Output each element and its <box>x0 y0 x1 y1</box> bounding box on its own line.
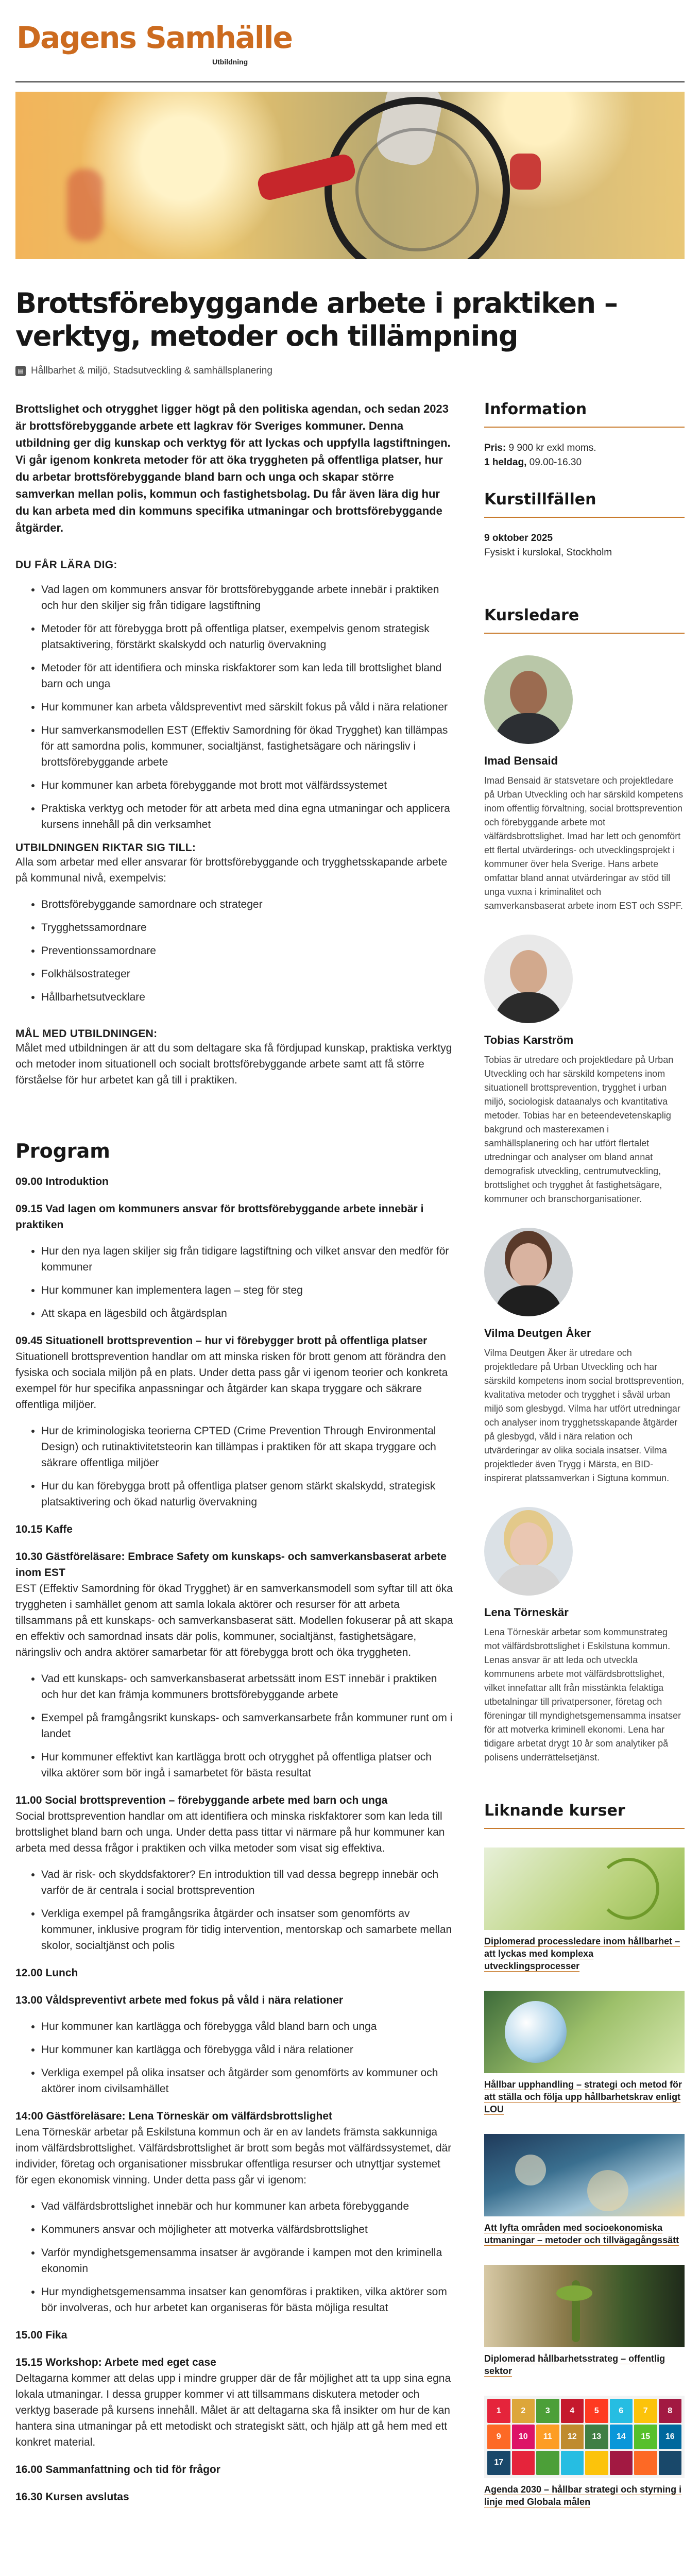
price-value: 9 900 kr exkl moms. <box>508 443 596 453</box>
related-course-card[interactable] <box>484 2265 685 2377</box>
program-list-1100 <box>15 1867 456 1954</box>
list-item: • Exempel på framgångsrikt kunskaps- och samverkansarbete från kommuner runt om i landet <box>41 1710 456 1742</box>
sdg-goals-thumbnail[interactable]: 1 2 3 4 5 6 7 8 9 10 11 12 13 14 15 16 17 <box>484 2396 685 2478</box>
list-item: • Vad är risk- och skyddsfaktorer? En introduktion till vad dessa begrepp innebär och varför de är centrala i social brottsprevention <box>41 1867 456 1899</box>
program-heading: Program <box>15 1140 110 1162</box>
course-thumbnail[interactable] <box>484 1991 685 2073</box>
avatar <box>484 935 573 1023</box>
list-item: • Hur kommuner kan kartlägga och förebygga våld bland barn och unga <box>41 2019 456 2035</box>
dates-heading: Kurstillfällen <box>484 490 685 518</box>
course-link[interactable]: Hållbar upphandling – strategi och metod för att ställa och följa upp hållbarhetskrav enligt LOU <box>484 2079 682 2114</box>
speaker-name: Imad Bensaid <box>484 754 558 767</box>
list-item: • Hur kommuner kan kartlägga och förebygga våld i nära relationer <box>41 2042 456 2058</box>
speaker-card <box>484 655 685 913</box>
speaker-bio: Vilma Deutgen Åker är utredare och projektledare på Urban Utveckling och har särskild kompetens inom social brottsprevention, kvalitativa metoder och trygghet i såväl urban miljö som glesbygd. Vilma har utfört utredningar och analyser inom trygghetsskapande åtgärder på glesbygd, våld i nära relation och utvärderingar av olika sociala insatser. Vilma projektleder även Trygg i Märsta, en BID-inspirerat platssamverkan i Sigtuna kommun. <box>484 1348 685 1483</box>
list-item: • Hur kommuner kan arbeta förebyggande mot brott mot välfärdssystemet <box>41 777 456 793</box>
category-tags-text[interactable]: Hållbarhet & miljö, Stadsutveckling & samhällsplanering <box>31 365 272 376</box>
list-item: • Hållbarhetsutvecklare <box>41 989 456 1005</box>
sidebar <box>484 400 685 2508</box>
program-text-0945: Situationell brottsprevention handlar om att minska risken för brott genom att förändra den fysiska och sociala miljön på en plats. Under detta pass går vi igenom teorier och konkreta exempel för hur specifika anpassningar och åtgärder kan skapa tryggare och säkrare offentliga miljöer. <box>15 1351 448 1411</box>
course-link[interactable]: Agenda 2030 – hållbar strategi och styrning i linje med Globala målen <box>484 2484 682 2507</box>
list-item: • Hur du kan förebygga brott på offentliga platser genom stärkt skalskydd, strategisk platsaktivering och ökad naturlig övervakning <box>41 1478 456 1510</box>
goal-text: Målet med utbildningen är att du som deltagare ska få fördjupad kunskap, praktiska verktyg och metoder inom situationell och socialt brottsförebyggande arbete samt att få större förståelse för hur arbetet kan gå till i praktiken. <box>15 1042 452 1086</box>
speaker-bio: Tobias är utredare och projektledare på Urban Utveckling och har särskild kompetens inom situationell brottsprevention, trygghet i urban miljö, sociologisk dataanalys och kvantitativa metoder. Tobias har en beteendevetenskaplig bakgrund och masterexamen i samhällsplanering och har utfört flertalet utredningar och analyser om bland annat demografisk utveckling, centrumutveckling, brottslighet och trygghet åt fastighetsägare, kommuner och branschorganisationer. <box>484 1055 674 1204</box>
list-item: • Hur myndighetsgemensamma insatser kan genomföras i praktiken, vilka aktörer som bör involveras, och hur arbetet kan organiseras för bästa möjliga resultat <box>41 2284 456 2316</box>
site-header <box>15 0 685 82</box>
program-item-1515: 15.15 Workshop: Arbete med eget case <box>15 2357 216 2368</box>
related-course-card[interactable] <box>484 2396 685 2508</box>
list-item: • Vad välfärdsbrottslighet innebär och hur kommuner kan arbeta förebyggande <box>41 2198 456 2214</box>
course-date: 9 oktober 2025 <box>484 533 553 544</box>
avatar <box>484 1228 573 1316</box>
related-courses-heading: Liknande kurser <box>484 1802 685 1829</box>
course-link[interactable]: Diplomerad hållbarhetsstrateg – offentlig sektor <box>484 2353 665 2376</box>
program-list-0945 <box>15 1423 456 1510</box>
list-item: • Hur de kriminologiska teorierna CPTED (Crime Prevention Through Environmental Design) och rutinaktivitetsteorin kan tillämpas i praktiken för att skapa tryggare och säkrare offentliga miljöer <box>41 1423 456 1471</box>
list-item: • Hur den nya lagen skiljer sig från tidigare lagstiftning och vilket ansvar den medför för kommuner <box>41 1243 456 1275</box>
related-course-card[interactable] <box>484 1848 685 1972</box>
learn-list <box>15 582 456 833</box>
duration-value: 09.00-16.30 <box>529 457 582 468</box>
course-thumbnail[interactable] <box>484 2134 685 2216</box>
speaker-card <box>484 1507 685 1765</box>
speakers-heading: Kursledare <box>484 606 685 634</box>
speaker-bio: Imad Bensaid är statsvetare och projektledare på Urban Utveckling och har särskild kompetens inom offentlig förvaltning, social brottsprevention och förebyggande arbete mot välfärdsbrottslighet. Imad har lett och genomfört ett flertal utvärderings- och utvecklingsprojekt i kommuner över hela Sverige. Hans arbete omfattar bland annat utvärderingar av stöd till unga vuxna i kriminalitet och samverkansbaserat arbete inom EST och SSPF. <box>484 775 684 911</box>
target-intro: Alla som arbetar med eller ansvarar för brottsförebyggande och trygghetsskapande arbete på kommunal nivå, exempelvis: <box>15 856 448 884</box>
site-logo[interactable]: Dagens Samhälle <box>16 20 293 55</box>
program-list-1400 <box>15 2198 456 2316</box>
list-item: • Metoder för att identifiera och minska riskfaktorer som kan leda till brottslighet bland barn och unga <box>41 660 456 692</box>
target-list <box>15 896 456 1005</box>
list-item: • Folkhälsostrateger <box>41 966 456 982</box>
price-label: Pris: <box>484 443 506 453</box>
list-item: • Verkliga exempel på framgångsrika åtgärder och insatser som genomförts av kommuner, inklusive program för tidig intervention, mentorskap och samarbete mellan skolor, socialtjänst och polis <box>41 1906 456 1954</box>
list-item: • Hur kommuner kan implementera lagen – steg för steg <box>41 1282 456 1298</box>
list-item: • Att skapa en lägesbild och åtgärdsplan <box>41 1306 456 1321</box>
info-heading: Information <box>484 400 685 428</box>
program-item-0945: 09.45 Situationell brottsprevention – hur vi förebygger brott på offentliga platser <box>15 1335 428 1347</box>
program-item-1600: 16.00 Sammanfattning och tid för frågor <box>15 2464 220 2476</box>
program-item-1030: 10.30 Gästföreläsare: Embrace Safety om kunskaps- och samverkansbaserat arbete inom EST <box>15 1551 447 1579</box>
related-course-card[interactable] <box>484 1991 685 2115</box>
duration-label: 1 heldag, <box>484 457 527 468</box>
program-text-1515: Deltagarna kommer att delas upp i mindre grupper där de får möjlighet att ta upp sina egna lokala utmaningar. I dessa grupper kommer vi att tillsammans diskutera metoder och verktyg baserade på kursens innehåll. Målet är att deltagarna ska få insikter om hur de kan hantera sina utmaningar på ett metodiskt och strategiskt sätt, och hjälp att gå hem med ett konkret material. <box>15 2372 451 2448</box>
program-list-1030 <box>15 1671 456 1781</box>
goal-heading: MÅL MED UTBILDNINGEN: <box>15 1028 158 1040</box>
list-item: • Hur samverkansmodellen EST (Effektiv Samordning för ökad Trygghet) kan tillämpas för att samordna polis, kommuner, socialtjänst, fastighetsägare och näringsliv i brottsförebyggande arbete <box>41 722 456 770</box>
avatar <box>484 1507 573 1596</box>
course-date-block[interactable] <box>484 531 685 560</box>
list-item: • Brottsförebyggande samordnare och strateger <box>41 896 456 912</box>
speaker-card <box>484 935 685 1206</box>
program-item-1630: 16.30 Kursen avslutas <box>15 2491 129 2503</box>
list-item: • Vad ett kunskaps- och samverkansbaserat arbetssätt inom EST innebär i praktiken och hur det kan främja kommuners brottsförebyggande arbete <box>41 1671 456 1703</box>
course-link[interactable]: Diplomerad processledare inom hållbarhet – att lyckas med komplexa utvecklingsprocesser <box>484 1936 680 1971</box>
program-text-1400: Lena Törneskär arbetar på Eskilstuna kommun och är en av landets främsta sakkunniga inom välfärdsbrottslighet. Välfärdsbrottslighet är brott som begås mot välfärdssystemet, där individer, företag och organisationer missbrukar offentliga resurser och utnyttjar systemet för egen ekonomisk vinning. Under detta pass går vi igenom: <box>15 2126 452 2186</box>
list-item: • Hur kommuner kan arbeta våldspreventivt med särskilt fokus på våld i nära relationer <box>41 699 456 715</box>
learn-heading: DU FÅR LÄRA DIG: <box>15 559 117 571</box>
list-item: • Trygghetssamordnare <box>41 920 456 936</box>
speaker-name: Lena Törneskär <box>484 1606 569 1619</box>
list-item: • Verkliga exempel på olika insatser och åtgärder som genomförts av kommuner och aktörer inom civilsamhället <box>41 2065 456 2097</box>
tag-icon: ▤ <box>15 366 26 376</box>
course-link[interactable]: Att lyfta områden med socioekonomiska utmaningar – metoder och tillvägagångssätt <box>484 2223 679 2245</box>
course-thumbnail[interactable] <box>484 2265 685 2347</box>
list-item: • Varför myndighetsgemensamma insatser är avgörande i kampen mot den kriminella ekonomin <box>41 2245 456 2277</box>
target-heading: UTBILDNINGEN RIKTAR SIG TILL: <box>15 842 196 854</box>
list-item: • Praktiska verktyg och metoder för att arbeta med dina egna utmaningar och applicera kursens innehåll på din verksamhet <box>41 801 456 833</box>
speaker-name: Vilma Deutgen Åker <box>484 1327 591 1340</box>
intro-text: Brottslighet och otrygghet ligger högt på den politiska agendan, och sedan 2023 är brottsförebyggande arbete ett lagkrav för Sveriges kommuner. Denna utbildning ger dig kunskap och verktyg för att lyckas och uppfylla lagstiftningen. Vi går igenom konkreta metoder för att öka tryggheten på offentliga platser, hur du arbetar brottsförebyggande bland barn och unga och skapar större samverkan mellan polis, kommun och fastighetsbolag. Du får även lära dig hur du kan arbeta med din kommuns specifika utmaningar och brottsförebyggande åtgärder. <box>15 402 451 534</box>
program-text-1030: EST (Effektiv Samordning för ökad Trygghet) är en samverkansmodell som syftar till att öka tryggheten i samhället genom att samla lokala aktörer och resurser för att arbeta tillsammans på ett kunskaps- och samverkansbaserat sätt. Modellen fokuserar på att skapa en effektiv och samordnad insats där polis, kommuner, socialtjänst, fastighetsägare, näringsliv och andra aktörer samarbetar för att förebygga brott och öka tryggheten. <box>15 1583 453 1658</box>
program-item-1100: 11.00 Social brottsprevention – förebyggande arbete med barn och unga <box>15 1794 388 1806</box>
program-text-1100: Social brottsprevention handlar om att identifiera och minska riskfaktorer som kan leda till brottslighet bland barn och unga. Under detta pass tittar vi närmare på hur kommuner kan arbeta med dessa frågor i praktiken och vilka metoder som visat sig effektiva. <box>15 1810 445 1854</box>
program-item-1400: 14:00 Gästföreläsare: Lena Törneskär om välfärdsbrottslighet <box>15 2110 333 2122</box>
hero-image <box>15 92 685 259</box>
program-item-1500: 15.00 Fika <box>15 2329 67 2341</box>
avatar <box>484 655 573 744</box>
speaker-card <box>484 1228 685 1485</box>
list-item: • Kommuners ansvar och möjligheter att motverka välfärdsbrottslighet <box>41 2222 456 2238</box>
info-block <box>484 441 685 470</box>
category-tags <box>15 365 685 377</box>
course-place: Fysiskt i kurslokal, Stockholm <box>484 547 612 558</box>
program-item-1015: 10.15 Kaffe <box>15 1523 73 1535</box>
speaker-name: Tobias Karström <box>484 1033 574 1046</box>
program-item-0915: 09.15 Vad lagen om kommuners ansvar för brottsförebyggande arbete innebär i praktiken <box>15 1203 424 1231</box>
list-item: • Preventionssamordnare <box>41 943 456 959</box>
list-item: • Metoder för att förebygga brott på offentliga platser, exempelvis genom strategisk platsaktivering, förstärkt skalskydd och naturlig övervakning <box>41 621 456 653</box>
program-list-0915 <box>15 1243 456 1321</box>
program-item-0900: 09.00 Introduktion <box>15 1176 109 1188</box>
main-content <box>15 400 456 2508</box>
list-item: • Hur kommuner effektivt kan kartlägga brott och otrygghet på offentliga platser och vilka aktörer som bör ingå i samarbetet för bästa resultat <box>41 1749 456 1781</box>
related-course-card[interactable] <box>484 2134 685 2246</box>
program-item-1200: 12.00 Lunch <box>15 1967 78 1979</box>
list-item: • Vad lagen om kommuners ansvar för brottsförebyggande arbete innebär i praktiken och hur den skiljer sig från tidigare lagstiftning <box>41 582 456 614</box>
page-title: Brottsförebyggande arbete i praktiken – verktyg, metoder och tillämpning <box>15 287 618 352</box>
site-logo-sub: Utbildning <box>212 58 248 66</box>
course-thumbnail[interactable] <box>484 1848 685 1930</box>
program-list-1300 <box>15 2019 456 2097</box>
program-item-1300: 13.00 Våldspreventivt arbete med fokus på våld i nära relationer <box>15 1994 344 2006</box>
speaker-bio: Lena Törneskär arbetar som kommunstrateg mot välfärdsbrottslighet i Eskilstuna kommun. Lenas ansvar är att leda och utveckla kommunens arbete mot välfärdsbrottslighet, vilket innefattar allt från misstänkta felaktiga utbetalningar till privatpersoner, företag och föreningar till myndighetsgemensamma insatser för att motverka kriminell ekonomi. Lena har tidigare arbetat drygt 10 år som analytiker på polisens underrättelsetjänst. <box>484 1627 681 1762</box>
